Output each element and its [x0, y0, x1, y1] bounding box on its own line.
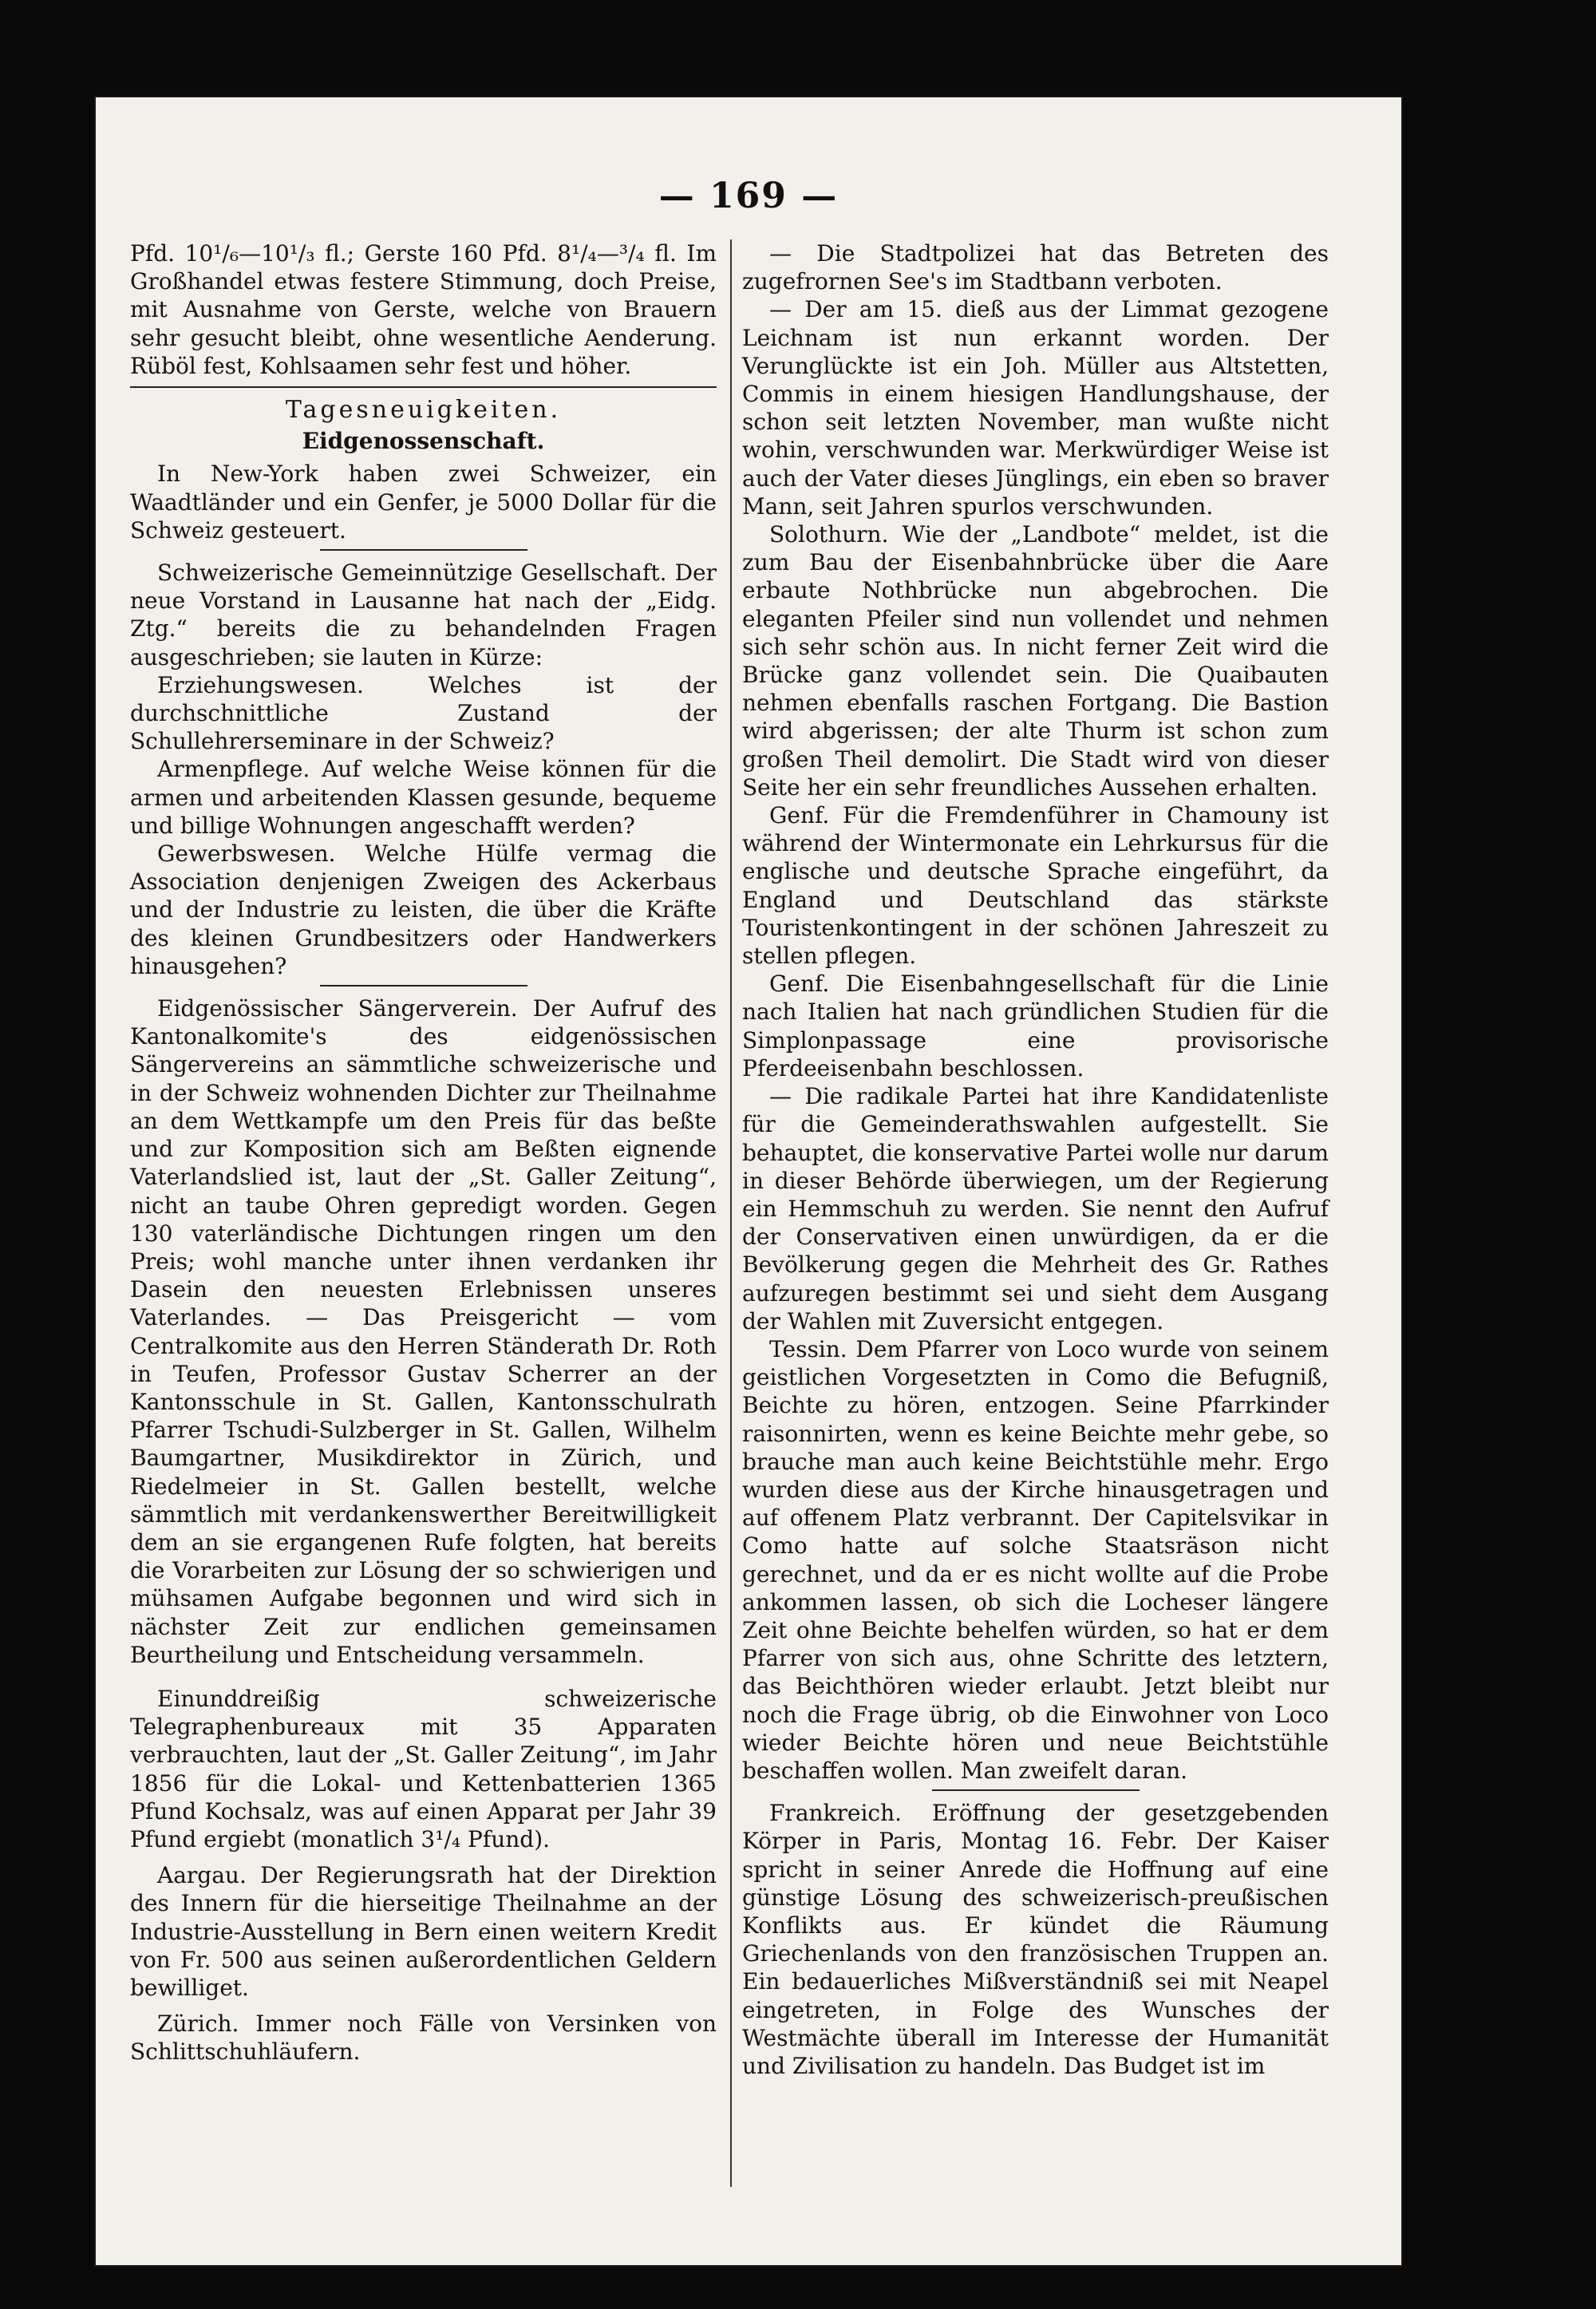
right-column	[742, 239, 1329, 2080]
spacer	[130, 1853, 717, 1861]
article-tessin: Tessin. Dem Pfarrer von Loco wurde von seinem geistlichen Vorgesetzten in Como die Befugniß, Beichte zu hören, entzogen. Seine Pfarrkinder raisonnirten, wenn es keine Beichte mehr gebe, so brauche man auch keine Beichtstühle mehr. Ergo wurden diese aus der Kirche hinausgetragen und auf offenem Platz verbrannt. Der Capitelsvikar in Como hatte auf solche Staatsräson nicht gerechnet, und da er es nicht wollte auf die Probe ankommen lassen, ob sich die Locheser längere Zeit ohne Beichte behelfen würden, so hat er dem Pfarrer von sich aus, ohne Schritte des letztern, das Beichthören wieder erlaubt. Jetzt bleibt nur noch die Frage übrig, ob die Einwohner von Loco wieder Beichte hören und neue Beichtstühle beschaffen wollen. Man zweifelt daran.	[742, 1335, 1329, 1784]
article-new-york: In New-York haben zwei Schweizer, ein Waadtländer und ein Genfer, je 5000 Dollar für die Schweiz gesteuert.	[130, 461, 717, 544]
section-heading-tagesneuigkeiten: Tagesneuigkeiten.	[285, 396, 562, 425]
left-column	[130, 239, 717, 2066]
article-genf-chamouny: Genf. Für die Fremdenführer in Chamouny ist während der Wintermonate ein Lehrkursus für die englische und deutsche Sprache eingeführt, da England und Deutschland das stärkste Touristenkontingent in der schönen Jahreszeit zu stellen pflegen.	[742, 802, 1329, 970]
article-gewerbswesen: Gewerbswesen. Welche Hülfe vermag die Association denjenigen Zweigen des Ackerbaus und der Industrie zu leisten, die über die Kräfte des kleinen Grundbesitzers oder Handwerkers hinausgehen?	[130, 840, 717, 979]
article-armenpflege: Armenpflege. Auf welche Weise können für die armen und arbeitenden Klassen gesunde, bequeme und billige Wohnungen angeschafft werden?	[130, 756, 717, 839]
page-number: — 169 —	[658, 176, 839, 216]
spacer	[130, 2002, 717, 2010]
article-gemeinnuetzige: Schweizerische Gemeinnützige Gesellschaft. Der neue Vorstand in Lausanne hat nach der „Eidg. Ztg.“ bereits die zu behandelnden Fragen ausgeschrieben; sie lauten in Kürze:	[130, 559, 717, 670]
spacer	[130, 1669, 717, 1685]
short-divider	[320, 985, 527, 986]
article-aargau: Aargau. Der Regierungsrath hat der Direktion des Innern für die hierseitige Theilnahme an der Industrie-Ausstellung in Bern einen weitern Kredit von Fr. 500 aus seinen außerordentlichen Geldern bewilliget.	[130, 1862, 717, 2001]
divider-rule	[130, 386, 717, 388]
article-erziehungswesen: Erziehungswesen. Welches ist der durchschnittliche Zustand der Schullehrerseminare in der Schweiz?	[130, 671, 717, 755]
article-frankreich: Frankreich. Eröffnung der gesetzgebenden Körper in Paris, Montag 16. Febr. Der Kaiser spricht in seiner Anrede die Hoffnung auf eine günstige Lösung des schweizerisch-preußischen Konflikts aus. Er kündet die Räumung Griechenlands von den französischen Truppen an. Ein bedauerliches Mißverständniß sei mit Neapel eingetreten, in Folge des Wunsches der Westmächte überall im Interesse der Humanität und Zivilisation zu handeln. Das Budget ist im	[742, 1800, 1329, 2079]
column-divider	[730, 239, 732, 2187]
article-limmat: — Der am 15. dieß aus der Limmat gezogene Leichnam ist nun erkannt worden. Der Verunglückte ist ein Joh. Müller aus Altstetten, Commis in einem hiesigen Handlungshause, der schon seit letzten November, man wußte nicht wohin, verschwunden war. Merkwürdiger Weise ist auch der Vater dieses Jünglings, ein eben so braver Mann, seit Jahren spurlos verschwunden.	[742, 296, 1329, 520]
article-zuerich: Zürich. Immer noch Fälle von Versinken von Schlittschuhläufern.	[130, 2010, 717, 2066]
article-saengerverein: Eidgenössischer Sängerverein. Der Aufruf des Kantonalkomite's des eidgenössischen Sängervereins an sämmtliche schweizerische und in der Schweiz wohnenden Dichter zur Theilnahme an dem Wettkampfe um den Preis für das beßte und zur Komposition sich am Beßten eignende Vaterlandslied ist, laut der „St. Galler Zeitung“, nicht an taube Ohren gepredigt worden. Gegen 130 vaterländische Dichtungen ringen um den Preis; wohl manche unter ihnen verdanken ihr Dasein den neuesten Erlebnissen unseres Vaterlandes. — Das Preisgericht — vom Centralkomite aus den Herren Ständerath Dr. Roth in Teufen, Professor Gustav Scherrer an der Kantonsschule in St. Gallen, Kantonsschulrath Pfarrer Tschudi-Sulzberger in St. Gallen, Wilhelm Baumgartner, Musikdirektor in Zürich, und Riedelmeier in St. Gallen bestellt, welche sämmtlich mit verdankenswerther Bereitwilligkeit dem an sie ergangenen Rufe folgten, hat bereits die Vorarbeiten zur Lösung der so schwierigen und mühsamen Aufgabe begonnen und wird sich in nächster Zeit zur endlichen gemeinsamen Beurtheilung und Entscheidung versammeln.	[130, 995, 717, 1668]
newspaper-page	[94, 96, 1403, 2267]
article-solothurn: Solothurn. Wie der „Landbote“ meldet, ist die zum Bau der Eisenbahnbrücke über die Aare erbaute Nothbrücke nun abgebrochen. Die eleganten Pfeiler sind nun vollendet und nehmen sich sehr schön aus. In nicht ferner Zeit wird die Brücke ganz vollendet sein. Die Quaibauten nehmen ebenfalls raschen Fortgang. Die Bastion wird abgerissen; der alte Thurm ist schon zum großen Theil demolirt. Die Stadt wird von dieser Seite her ein sehr freundliches Aussehen erhalten.	[742, 521, 1329, 801]
article-telegraph: Einunddreißig schweizerische Telegraphenbureaux mit 35 Apparaten verbrauchten, laut der „St. Galler Zeitung“, im Jahr 1856 für die Lokal- und Kettenbatterien 1365 Pfund Kochsalz, was auf einen Apparat per Jahr 39 Pfund ergiebt (monatlich 3¹/₄ Pfund).	[130, 1685, 717, 1852]
article-genf-eisenbahn: Genf. Die Eisenbahngesellschaft für die Linie nach Italien hat nach gründlichen Studien für die Simplonpassage eine provisorische Pferdeeisenbahn beschlossen.	[742, 971, 1329, 1081]
market-report: Pfd. 10¹/₆—10¹/₃ fl.; Gerste 160 Pfd. 8¹/₄—³/₄ fl. Im Großhandel etwas festere Stimmung, doch Preise, mit Ausnahme von Gerste, welche von Brauern sehr gesucht bleibt, ohne wesentliche Aenderung. Rüböl fest, Kohlsaamen sehr fest und höher.	[130, 240, 717, 379]
subheading-eidgenossenschaft: Eidgenossenschaft.	[302, 428, 545, 455]
short-divider	[932, 1789, 1140, 1791]
article-radikale-partei: — Die radikale Partei hat ihre Kandidatenliste für die Gemeinderathswahlen aufgestellt. Sie behauptet, die konservative Partei wolle nur darum in dieser Behörde überwiegen, um der Regierung ein Hemmschuh zu werden. Sie nennt den Aufruf der Conservativen einen unwürdigen, da er die Bevölkerung gegen die Mehrheit des Gr. Rathes aufzuregen bestimmt sei und sieht dem Ausgang der Wahlen mit Zuversicht entgegen.	[742, 1083, 1329, 1334]
short-divider	[320, 549, 527, 551]
article-stadtpolizei: — Die Stadtpolizei hat das Betreten des zugefrornen See's im Stadtbann verboten.	[742, 240, 1329, 295]
